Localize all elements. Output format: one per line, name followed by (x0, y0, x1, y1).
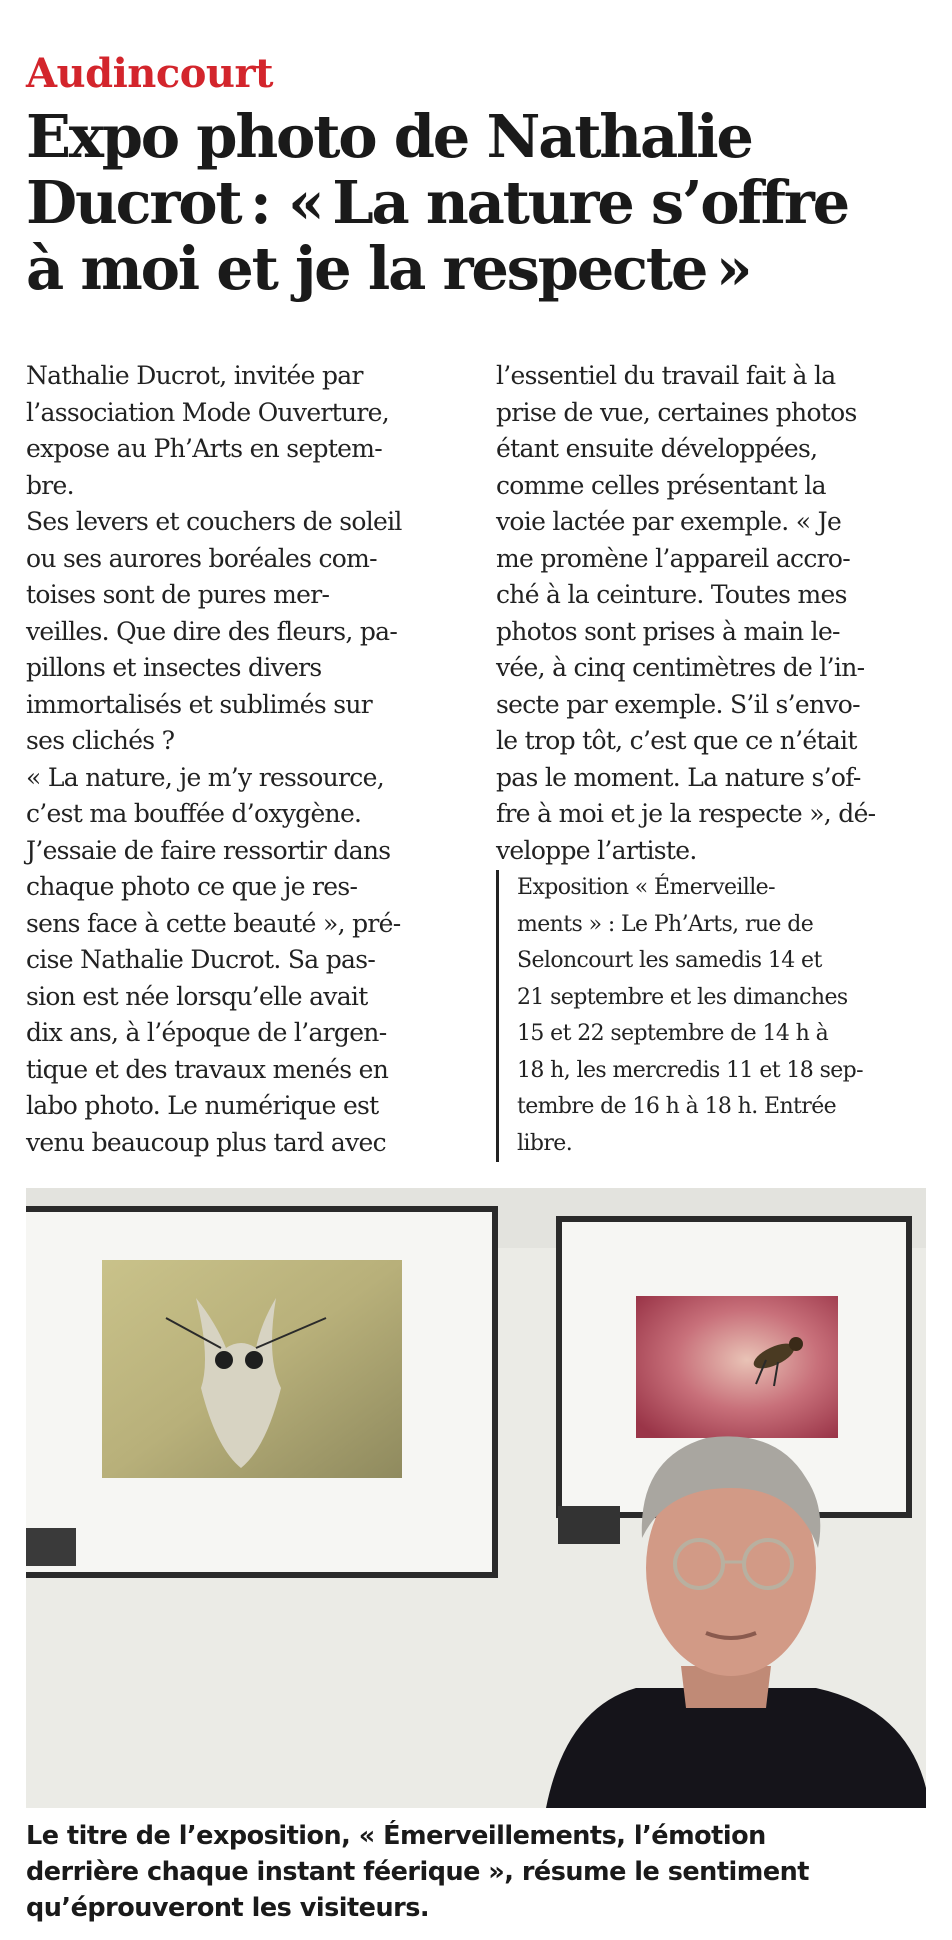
text-line: le trop tôt, c’est que ce n’était (496, 726, 857, 755)
article-column-left (26, 358, 456, 1161)
text-line: ou ses aurores boréales com- (26, 543, 377, 573)
text-line: sion est née lorsqu’elle avait (26, 981, 368, 1011)
text-line: J’essaie de faire ressortir dans (26, 835, 391, 865)
text-line: prise de vue, certaines photos (496, 397, 857, 427)
text-line: secte par exemple. S’il s’envo- (496, 689, 860, 719)
photo-caption (26, 1818, 926, 1926)
print-label (558, 1506, 620, 1544)
text-line: Ses levers et couchers de soleil (26, 507, 402, 536)
text-line: « La nature, je m’y ressource, (26, 762, 384, 792)
text-line: Nathalie Ducrot, invitée par (26, 361, 363, 390)
text-line: venu beaucoup plus tard avec (26, 1127, 386, 1157)
text-line: étant ensuite développées, (496, 434, 818, 463)
text-line: immortalisés et sublimés sur (26, 689, 373, 719)
text-line: ché à la ceinture. Toutes mes (496, 580, 847, 609)
text-line: dix ans, à l’époque de l’argen- (26, 1018, 387, 1047)
info-line: ments » : Le Ph’Arts, rue de (517, 911, 814, 937)
text-line: ses clichés ? (26, 726, 175, 755)
info-line: libre. (517, 1130, 573, 1156)
text-line: sens face à cette beauté », pré- (26, 908, 401, 938)
headline (26, 104, 926, 302)
caption-line: qu’éprouveront les visiteurs. (26, 1893, 430, 1923)
text-line: pas le moment. La nature s’of- (496, 762, 861, 792)
text-line: vée, à cinq centimètres de l’in- (496, 653, 865, 682)
headline-line: Ducrot : « La nature s’offre (26, 168, 849, 237)
headline-line: à moi et je la respecte » (26, 234, 751, 303)
text-line: l’association Mode Ouverture, (26, 397, 390, 427)
text-line: me promène l’appareil accro- (496, 543, 850, 573)
text-line: veilles. Que dire des fleurs, pa- (26, 616, 398, 646)
info-line: 15 et 22 septembre de 14 h à (517, 1021, 829, 1046)
text-line: voie lactée par exemple. « Je (496, 507, 842, 536)
text-line: pillons et insectes divers (26, 653, 322, 682)
info-line: tembre de 16 h à 18 h. Entrée (517, 1094, 837, 1119)
info-line: 21 septembre et les dimanches (517, 984, 848, 1010)
text-line: bre. (26, 470, 74, 500)
framed-print-butterfly (26, 1206, 498, 1578)
text-line: comme celles présentant la (496, 470, 826, 500)
text-line: toises sont de pures mer- (26, 580, 330, 609)
text-line: chaque photo ce que je res- (26, 872, 358, 901)
headline-line: Expo photo de Nathalie (26, 102, 752, 171)
print-label (26, 1528, 76, 1566)
caption-line: Le titre de l’exposition, « Émerveillements, l’émotion (26, 1821, 766, 1851)
text-line: photos sont prises à main le- (496, 616, 840, 646)
info-line: Exposition « Émerveille- (517, 875, 775, 900)
text-line: fre à moi et je la respecte », dé- (496, 799, 876, 828)
text-line: labo photo. Le numérique est (26, 1091, 379, 1120)
text-line: l’essentiel du travail fait à la (496, 361, 836, 390)
info-line: 18 h, les mercredis 11 et 18 sep- (517, 1057, 863, 1083)
article-column-right (496, 358, 932, 869)
exhibition-info-box (496, 870, 947, 1162)
exhibition-photo (26, 1188, 926, 1808)
caption-line: derrière chaque instant féerique », résume le sentiment (26, 1857, 809, 1887)
text-line: tique et des travaux menés en (26, 1054, 389, 1084)
text-line: cise Nathalie Ducrot. Sa pas- (26, 945, 376, 974)
info-line: Seloncourt les samedis 14 et (517, 948, 822, 973)
text-line: veloppe l’artiste. (496, 835, 697, 865)
text-line: expose au Ph’Arts en septem- (26, 434, 383, 463)
text-line: c’est ma bouffée d’oxygène. (26, 799, 362, 828)
exhibition-photo-illustration (26, 1188, 926, 1808)
section-kicker: Audincourt (26, 50, 274, 97)
